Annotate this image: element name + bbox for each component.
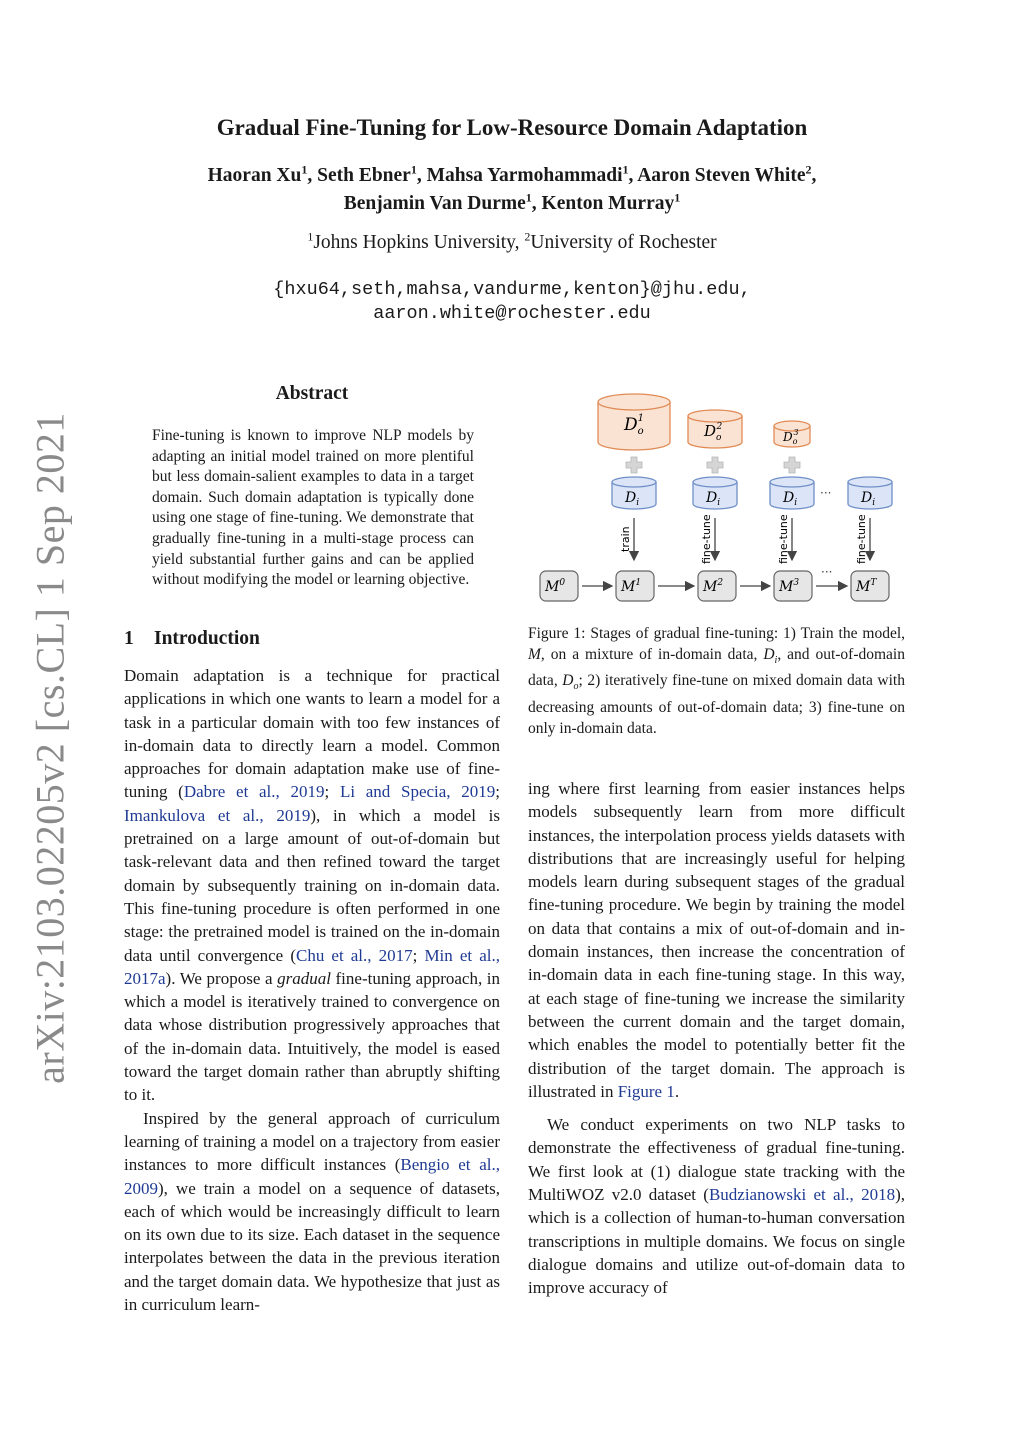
out-domain-db-3 [774,421,810,447]
section-title: Introduction [154,628,260,649]
abstract-text: Fine-tuning is known to improve NLP models by adapting an initial model trained on more plentiful but less domain-salient examples to data in a target domain. Such domain adaptation is typically done using one stage of fine-tuning. We demonstrate that gradually fine-tuning in a multi-stage process can yield substantial further gains and can be applied without modifying the model or learning objective. [152,427,474,589]
emphasis-gradual: gradual [277,968,331,988]
figure-1-diagram [528,384,908,616]
svg-text:M1: $M^1$ [621,578,642,595]
model-box-2 [698,571,736,601]
svg-text:Di: $D_i$ [706,490,721,508]
author-name: Seth Ebner [317,165,411,186]
abstract-heading: Abstract [275,383,349,404]
svg-text:M3: $M^3$ [779,578,800,595]
section-heading [124,628,260,650]
citation-link[interactable]: Dabre et al., 2019 [183,782,325,802]
figure-1-caption: Figure 1: Stages of gradual fine-tuning: 1) Train the model, M, on a mixture of in-domain data, $D_i$, and out-of-domain data, $D_o$; 2) iteratively fine-tune on mixed domain data with decreasing amounts of out-of-domain data; 3) fine-tune on only in-domain data. [528,625,905,737]
model-box-1 [616,571,654,601]
author-name: Aaron Steven White [637,165,806,186]
plus-icon [626,457,800,473]
author-name: Haoran Xu [207,165,302,186]
citation-link[interactable]: Min et al., 2017a [124,945,500,988]
fine-tune-label: fine-tune [777,514,790,564]
out-domain-db-2 [688,410,742,448]
right-column [528,777,905,1300]
ellipsis: ··· [820,486,832,500]
email-line-1: {hxu64,seth,mahsa,vandurme,kenton}@jhu.edu, [273,279,751,300]
intro-paragraph-4: We conduct experiments on two NLP tasks to demonstrate the effectiveness of gradual fine-tuning. We first look at (1) dialogue state tracking with the MultiWOZ v2.0 dataset (Budzianowski et al., 2018), which is a collection of human-to-human conversation transcriptions in multiple domains. We focus on single dialogue domains and utilize out-of-domain data to improve accuracy of [528,1115,905,1298]
citation-link[interactable]: Chu et al., 2017 [295,945,413,965]
fine-tune-label: fine-tune [855,514,868,564]
author-list: Haoran Xu$^1$, Seth Ebner$^1$, Mahsa Yarmohammadi$^1$, Aaron Steven White$^2$, Benjamin Van Durme$^1$, Kenton Murray$^1$ [207,162,817,214]
out-domain-db-1 [598,394,670,450]
in-domain-db [693,477,737,509]
affiliation-rochester: University of Rochester [530,232,717,253]
ellipsis: ··· [821,565,833,579]
email-block [0,278,1024,326]
intro-paragraph-1: Domain adaptation is a technique for practical applications in which one wants to learn a model for a task in a particular domain with too few instances of in-domain data to directly learn a model. Common approaches for domain adaptation make use of fine-tuning (Dabre et al., 2019; Li and Specia, 2019; Imankulova et al., 2019), in which a model is pretrained on a large amount of out-of-domain but task-relevant data and then refined toward the target domain by subsequently training on in-domain data. This fine-tuning procedure is often performed in one stage: the pretrained model is trained on the in-domain data until convergence (Chu et al., 2017; Min et al., 2017a). We propose a gradual fine-tuning approach, in which a model is iteratively trained to convergence on data whose distribution progressively approaches that of the in-domain data. Intuitively, the model is eased toward the target domain rather than abruptly shifting to it. [124,666,500,1105]
author-name: Mahsa Yarmohammadi [426,165,623,186]
train-label: train [619,526,632,552]
svg-text:MT: $M^T$ [856,578,877,595]
paper-title: Gradual Fine-Tuning for Low-Resource Domain Adaptation [216,115,808,140]
svg-text:M0: $M^0$ [545,578,566,595]
affiliations: $^1$Johns Hopkins University, $^2$University of Rochester [307,229,717,253]
svg-text:Do3: $D_o3$ [783,428,799,446]
svg-text:M2: $M^2$ [703,578,724,595]
intro-paragraph-3: ing where first learning from easier instances helps models subsequently learn from more difficult instances, the interpolation process yields datasets with distributions that are increasingly useful for helping models learn during subsequent stages of the gradual fine-tuning procedure. We begin by training the model on data that contains a mix of out-of-domain and in-domain instances, then increase the concentration of in-domain data in each fine-tuning stage. In this way, at each stage of fine-tuning we increase the similarity between the current domain and the target domain, which enables the model to potentially better fit the distribution of the target domain. The approach is illustrated in Figure 1. [528,779,905,1101]
figure-reference-link[interactable]: Figure 1 [617,1081,675,1101]
affiliation-jhu: Johns Hopkins University, [313,232,520,253]
svg-text:Do1: $D_o1$ [624,413,645,437]
email-line-2: aaron.white@rochester.edu [373,303,651,324]
in-domain-db [770,477,814,509]
citation-link[interactable]: Budzianowski et al., 2018 [708,1185,896,1205]
fine-tune-label: fine-tune [700,514,713,564]
intro-paragraph-2: Inspired by the general approach of curriculum learning of training a model on a trajectory from easier instances to more difficult instances (Bengio et al., 2009), we train a model on a sequence of datasets, each of which would be increasingly difficult to learn on its own due to its size. Each dataset in the sequence interpolates between the data in the previous iteration and the target domain data. We hypothesize that just as in curriculum learn- [124,1108,500,1315]
citation-link[interactable]: Imankulova et al., 2019 [124,805,311,825]
left-column [124,664,500,1316]
model-box-3 [774,571,812,601]
in-domain-db [848,477,892,509]
author-name: Kenton Murray [541,193,675,214]
svg-text:Di: $D_i$ [861,490,876,508]
svg-text:Di: $D_i$ [783,490,798,508]
author-name: Benjamin Van Durme [343,193,526,214]
arxiv-id: arXiv:2103.02205v2 [cs.CL] 1 Sep 2021 [27,412,73,1084]
section-number: 1 [124,628,134,649]
citation-link[interactable]: Li and Specia, 2019 [339,782,496,802]
svg-text:Di: $D_i$ [625,490,640,508]
svg-text:Do2: $D_o2$ [704,422,723,443]
model-box-T [851,571,889,601]
in-domain-db [612,477,656,509]
citation-link[interactable]: Bengio et al., 2009 [124,1155,500,1198]
model-box-0 [540,571,578,601]
